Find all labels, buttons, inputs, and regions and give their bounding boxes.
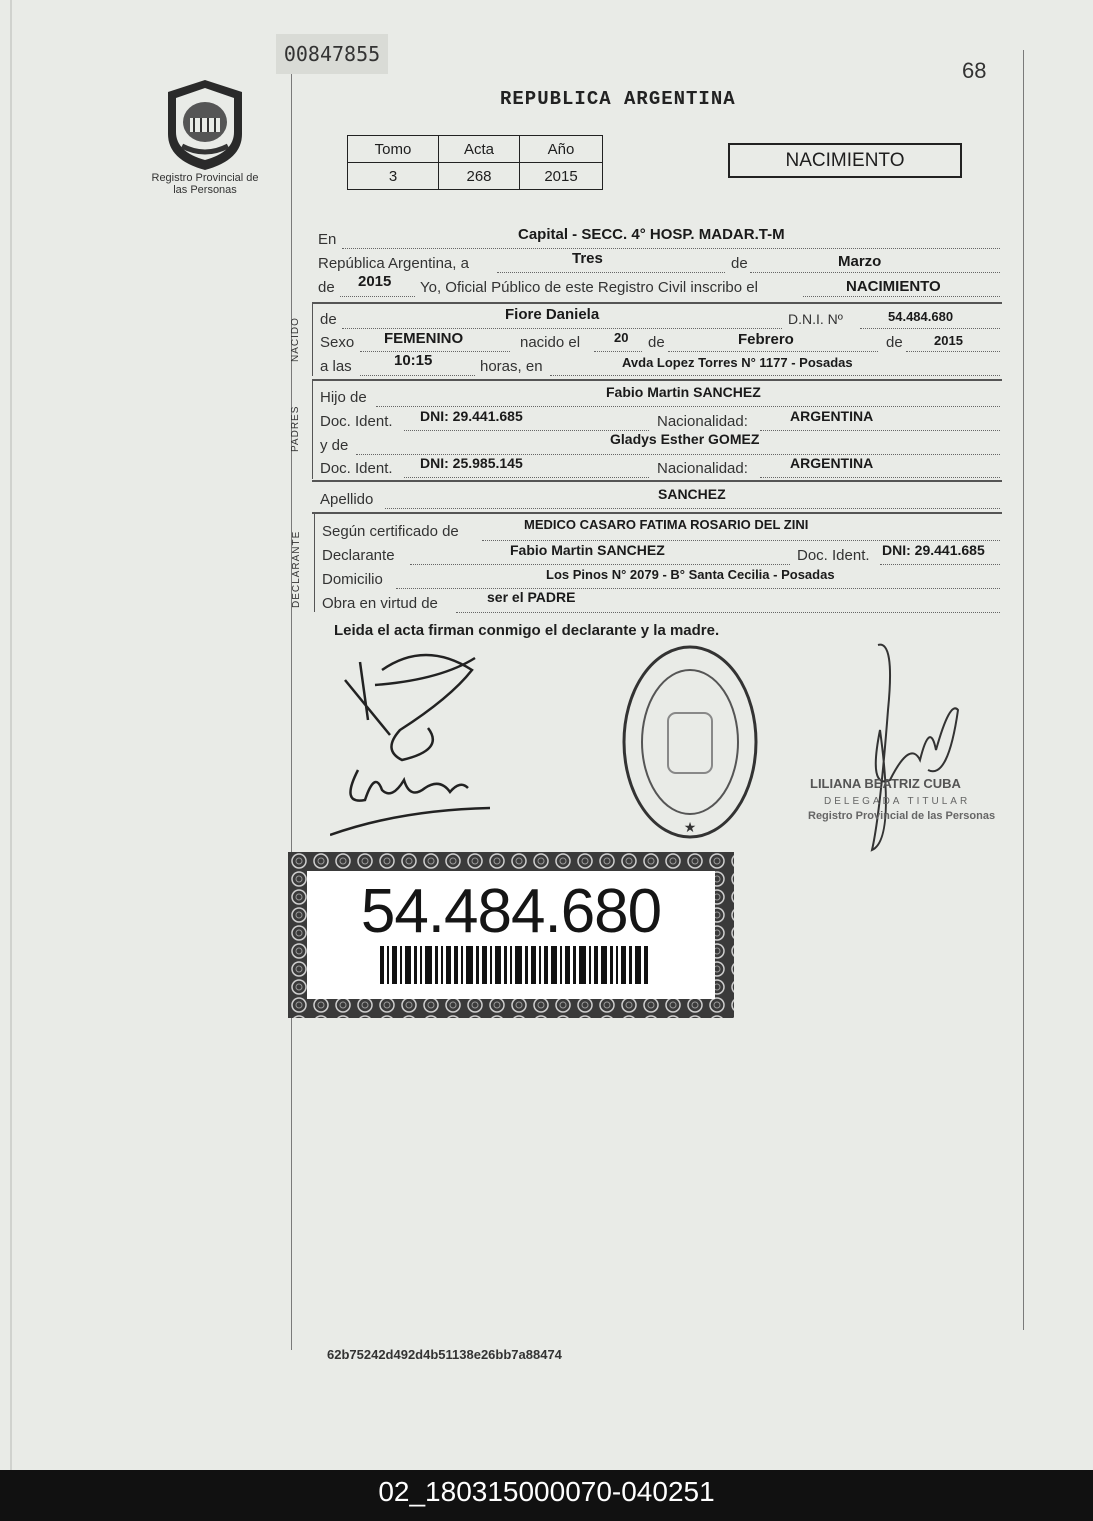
record-type-box: NACIMIENTO — [728, 143, 962, 178]
value-madre-nacionalidad: ARGENTINA — [790, 455, 874, 471]
label-nacido-el: nacido el — [520, 334, 581, 351]
value-tipo: NACIMIENTO — [846, 278, 941, 295]
coat-of-arms-logo — [160, 76, 250, 172]
value-lugar: Capital - SECC. 4° HOSP. MADAR.T-M — [518, 226, 785, 243]
page-edge — [10, 0, 12, 1470]
serial-number: 00847855 — [276, 34, 388, 74]
document-title: REPUBLICA ARGENTINA — [500, 88, 736, 110]
document-hash: 62b75242d492d4b51138e26bb7a88474 — [327, 1347, 562, 1362]
registry-caption: Registro Provincial de las Personas — [151, 172, 259, 196]
side-label-nacido: NACIDO — [290, 317, 301, 362]
value-anio-inscripcion: 2015 — [358, 273, 392, 290]
section-bracket — [314, 514, 315, 612]
closing-statement: Leida el acta firman conmigo el declarante y la madre. — [334, 622, 720, 639]
value-domicilio: Los Pinos N° 2079 - B° Santa Cecilia - Posadas — [546, 567, 835, 582]
value-mes-inscripcion: Marzo — [838, 253, 882, 270]
label-de: de — [648, 334, 665, 351]
value-lugar-nac: Avda Lopez Torres N° 1177 - Posadas — [622, 355, 853, 370]
label-domicilio: Domicilio — [322, 571, 383, 588]
label-yo: Yo, Oficial Público de este Registro Civil inscribo el — [420, 279, 758, 296]
dotted-line — [880, 546, 1000, 565]
side-label-padres: PADRES — [290, 405, 301, 452]
value-anio: 2015 — [520, 163, 603, 190]
dotted-line — [497, 254, 725, 273]
label-y-de: y de — [320, 437, 349, 454]
value-dni: 54.484.680 — [888, 309, 954, 324]
value-padre-nacionalidad: ARGENTINA — [790, 408, 874, 424]
section-divider — [312, 480, 1002, 482]
label-apellido: Apellido — [320, 491, 374, 508]
value-sexo: FEMENINO — [384, 330, 464, 347]
section-divider — [312, 512, 1002, 514]
label-de: de — [731, 255, 748, 272]
value-tomo: 3 — [348, 163, 439, 190]
value-declarante-doc: DNI: 29.441.685 — [882, 542, 985, 558]
value-madre: Gladys Esther GOMEZ — [610, 431, 760, 447]
label-declarante: Declarante — [322, 547, 395, 564]
value-acta: 268 — [439, 163, 520, 190]
header-acta: Acta — [439, 136, 520, 163]
value-madre-doc: DNI: 25.985.145 — [420, 455, 523, 471]
value-dia-palabra: Tres — [572, 250, 603, 267]
record-table — [347, 135, 603, 190]
section-bracket — [312, 304, 313, 376]
official-name: LILIANA BEATRIZ CUBA — [810, 776, 961, 791]
label-doc-ident: Doc. Ident. — [797, 547, 870, 564]
label-nacionalidad: Nacionalidad: — [657, 460, 748, 477]
value-certificado: MEDICO CASARO FATIMA ROSARIO DEL ZINI — [524, 517, 809, 532]
label-dni: D.N.I. Nº — [788, 311, 843, 327]
declarant-signature — [330, 640, 500, 840]
section-divider — [312, 379, 1002, 381]
label-horas-en: horas, en — [480, 358, 543, 375]
official-office: Registro Provincial de las Personas — [808, 810, 996, 822]
label-de: de — [886, 334, 903, 351]
official-stamp — [620, 645, 760, 845]
margin-rule — [291, 40, 292, 1350]
label-sexo: Sexo — [320, 334, 355, 351]
file-identifier: 02_180315000070-040251 — [0, 1470, 1093, 1521]
barcode — [380, 946, 650, 984]
label-a-las: a las — [320, 358, 352, 375]
label-de: de — [318, 279, 335, 296]
value-padre: Fabio Martin SANCHEZ — [606, 384, 761, 400]
side-label-declarante: DECLARANTE — [291, 530, 302, 608]
value-declarante: Fabio Martin SANCHEZ — [510, 542, 665, 558]
section-bracket — [312, 381, 313, 479]
barcode-number: 54.484.680 — [360, 877, 662, 946]
label-nacionalidad: Nacionalidad: — [657, 413, 748, 430]
value-obra: ser el PADRE — [487, 589, 576, 605]
value-dia-nac: 20 — [614, 330, 629, 345]
label-obra: Obra en virtud de — [322, 595, 438, 612]
value-anio-nac: 2015 — [934, 333, 963, 348]
official-title: DELEGADA TITULAR — [824, 796, 971, 807]
margin-rule-right — [1023, 50, 1024, 1330]
label-hijo-de: Hijo de — [320, 389, 367, 406]
header-tomo: Tomo — [348, 136, 439, 163]
label-en: En — [318, 231, 337, 248]
label-segun: Según certificado de — [322, 523, 459, 540]
label-doc-ident: Doc. Ident. — [320, 460, 393, 477]
header-anio: Año — [520, 136, 603, 163]
value-hora: 10:15 — [394, 352, 433, 369]
value-mes-nac: Febrero — [738, 331, 794, 348]
label-doc-ident: Doc. Ident. — [320, 413, 393, 430]
page-number: 68 — [962, 58, 987, 83]
value-apellido: SANCHEZ — [658, 486, 726, 502]
label-republica: República Argentina, a — [318, 255, 469, 272]
value-nombre: Fiore Daniela — [505, 306, 600, 323]
official-signature — [850, 640, 970, 875]
section-divider — [312, 302, 1002, 304]
value-padre-doc: DNI: 29.441.685 — [420, 408, 523, 424]
label-de: de — [320, 311, 337, 328]
svg-text:★: ★ — [683, 819, 697, 835]
